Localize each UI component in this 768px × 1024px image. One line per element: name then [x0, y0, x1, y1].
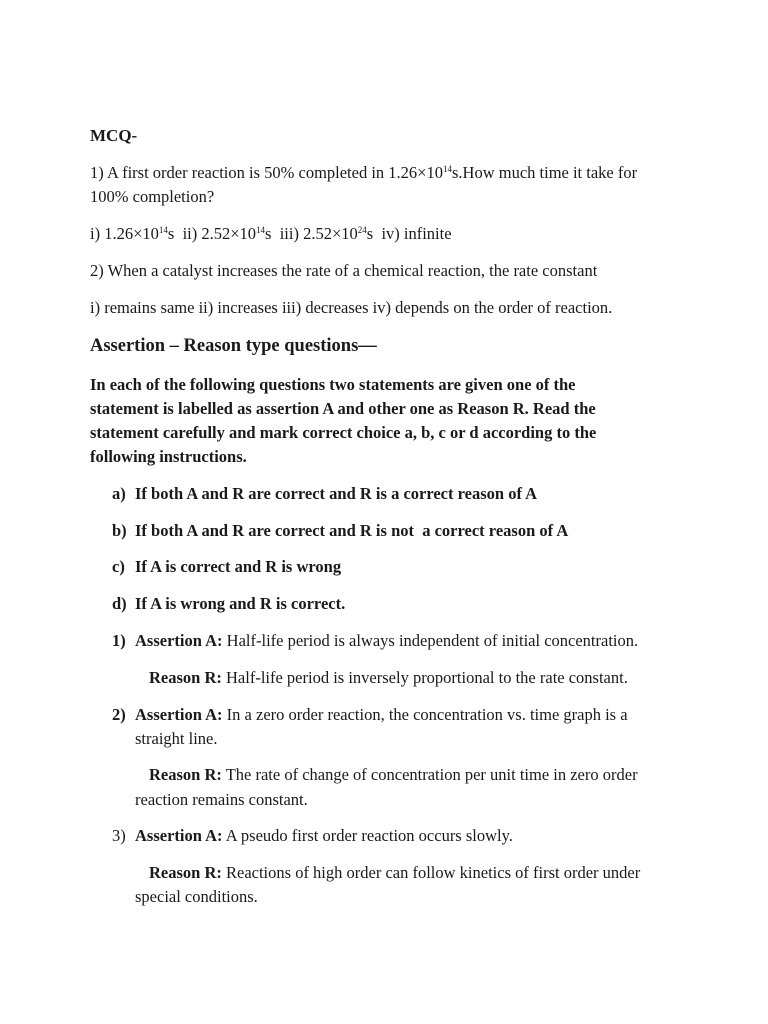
instructions-line-1: In each of the following questions two statements are given one of the [90, 375, 576, 394]
mcq-question-1 [90, 161, 637, 185]
ar-question-3-reason: Reason R: Reactions of high order can follow kinetics of first order under [149, 863, 641, 882]
q1-option-3: iii) $2.52\times 10^{24}s$ [279, 224, 374, 243]
mcq-question-1-line2: 100% completion? [90, 187, 215, 206]
choice-a: a) If both A and R are correct and R is a correct reason of A [112, 484, 538, 503]
ar-question-3-reason-line2: special conditions. [135, 887, 258, 906]
ar-question-1-assertion: 1) Assertion A: Half-life period is always independent of initial concentration. [112, 631, 639, 650]
mcq-question-1-options [90, 222, 452, 246]
ar-question-1-reason: Reason R: Half-life period is inversely proportional to the rate constant. [149, 668, 628, 687]
instructions-line-3: statement carefully and mark correct choice a, b, c or d according to the [90, 423, 597, 442]
assertion-reason-heading: Assertion – Reason type questions— [90, 336, 377, 356]
q1-option-4: iv) infinite [381, 224, 452, 243]
mcq-question-2: 2) When a catalyst increases the rate of a chemical reaction, the rate constant [90, 261, 598, 280]
q1-option-1: i) $1.26\times 10^{14}s$ [90, 224, 175, 243]
ar-question-2-reason-line2: reaction remains constant. [135, 790, 308, 809]
mcq-question-2-options: i) remains same ii) increases iii) decreases iv) depends on the order of reaction. [90, 298, 613, 317]
instructions-line-2: statement is labelled as assertion A and other one as Reason R. Read the [90, 399, 596, 418]
ar-question-2-reason: Reason R: The rate of change of concentration per unit time in zero order [149, 765, 638, 784]
ar-question-2-assertion: 2) Assertion A: In a zero order reaction, the concentration vs. time graph is a [112, 705, 628, 724]
choice-c: c) If A is correct and R is wrong [112, 557, 342, 576]
mcq-heading: MCQ- [90, 126, 138, 145]
q1-text-b: s.How much time it take for [451, 163, 638, 182]
choice-b: b) If both A and R are correct and R is not a correct reason of A [112, 521, 569, 540]
q1-option-2: ii) $2.52\times 10^{14}s$ [182, 224, 272, 243]
q1-exponent: 14 [442, 164, 452, 174]
q1-text-a: 1) A first order reaction is 50% completed in 1.26×10 [90, 163, 443, 182]
ar-question-2-assertion-line2: straight line. [135, 729, 218, 748]
choice-d: d) If A is wrong and R is correct. [112, 594, 346, 613]
ar-question-3-assertion: 3) Assertion A: A pseudo first order reaction occurs slowly. [112, 826, 513, 845]
instructions-line-4: following instructions. [90, 447, 247, 466]
